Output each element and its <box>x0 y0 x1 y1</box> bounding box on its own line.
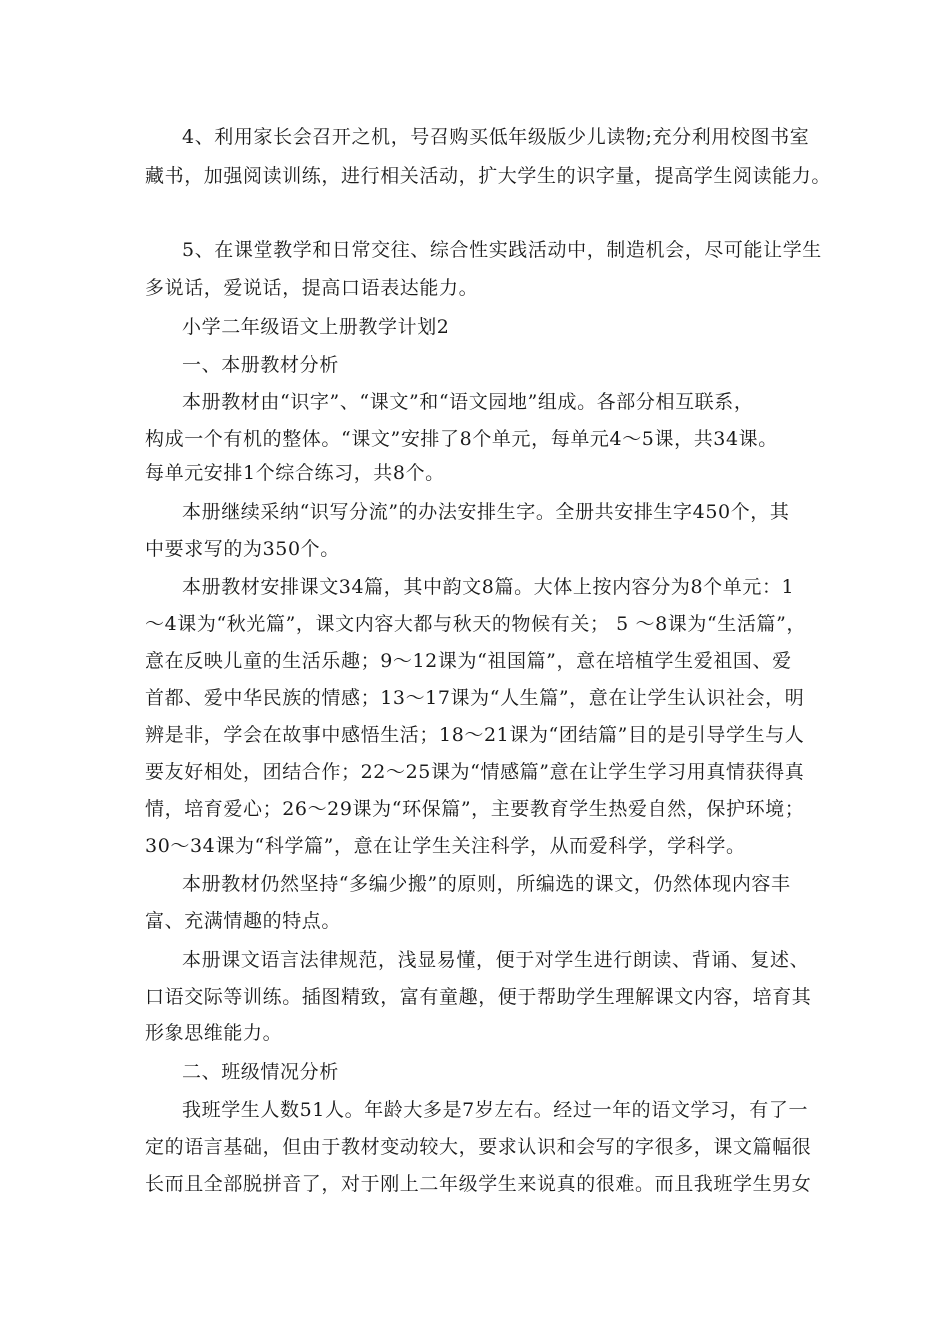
text-line: 多说话，爱说话，提高口语表达能力。 <box>145 277 479 299</box>
text-line: 中要求写的为350个。 <box>145 538 340 560</box>
text-line: 情，培育爱心；26～29课为“环保篇”，主要教育学生热爱自然，保护环境； <box>145 798 805 820</box>
text-line: 首都、爱中华民族的情感；13～17课为“人生篇”，意在让学生认识社会，明 <box>145 687 805 709</box>
text-line: 本册教材安排课文34篇，其中韵文8篇。大体上按内容分为8个单元：1 <box>182 576 795 598</box>
text-line: 口语交际等训练。插图精致，富有童趣，便于帮助学生理解课文内容，培育其 <box>145 986 812 1008</box>
text-line: 本册继续采纳“识写分流”的办法安排生字。全册共安排生字450个，其 <box>182 501 790 523</box>
text-line: 本册课文语言法律规范，浅显易懂，便于对学生进行朗读、背诵、复述、 <box>182 949 810 971</box>
text-line: 富、充满情趣的特点。 <box>145 910 342 932</box>
text-line: 每单元安排1个综合练习，共8个。 <box>145 462 445 484</box>
text-line: 辨是非，学会在故事中感悟生活；18～21课为“团结篇”目的是引导学生与人 <box>145 724 805 746</box>
text-line: 5、在课堂教学和日常交往、综合性实践活动中，制造机会，尽可能让学生 <box>182 239 822 261</box>
text-line: 形象思维能力。 <box>145 1022 283 1044</box>
text-line: 我班学生人数51人。年龄大多是7岁左右。经过一年的语文学习，有了一 <box>182 1099 809 1121</box>
section-heading: 二、班级情况分析 <box>182 1061 339 1083</box>
section-heading: 一、本册教材分析 <box>182 354 339 376</box>
text-line: 长而且全部脱拼音了，对于刚上二年级学生来说真的很难。而且我班学生男女 <box>145 1173 812 1195</box>
text-line: 本册教材仍然坚持“多编少搬”的原则，所编选的课文，仍然体现内容丰 <box>182 873 791 895</box>
text-line: 要友好相处，团结合作；22～25课为“情感篇”意在让学生学习用真情获得真 <box>145 761 805 783</box>
text-line: ～4课为“秋光篇”，课文内容大都与秋天的物候有关； 5 ～8课为“生活篇”， <box>145 613 806 635</box>
section-title: 小学二年级语文上册教学计划2 <box>182 316 450 338</box>
text-line: 本册教材由“识字”、“课文”和“语文园地”组成。各部分相互联系， <box>182 391 754 413</box>
text-line: 藏书，加强阅读训练，进行相关活动，扩大学生的识字量，提高学生阅读能力。 <box>145 165 832 187</box>
text-line: 构成一个有机的整体。“课文”安排了8个单元，每单元4～5课，共34课。 <box>145 428 778 450</box>
text-line: 30～34课为“科学篇”，意在让学生关注科学，从而爱科学，学科学。 <box>145 835 746 857</box>
text-line: 定的语言基础，但由于教材变动较大，要求认识和会写的字很多，课文篇幅很 <box>145 1136 812 1158</box>
text-line: 意在反映儿童的生活乐趣；9～12课为“祖国篇”，意在培植学生爱祖国、爱 <box>145 650 792 672</box>
text-line: 4、利用家长会召开之机，号召购买低年级版少儿读物;充分利用校图书室 <box>182 126 810 148</box>
